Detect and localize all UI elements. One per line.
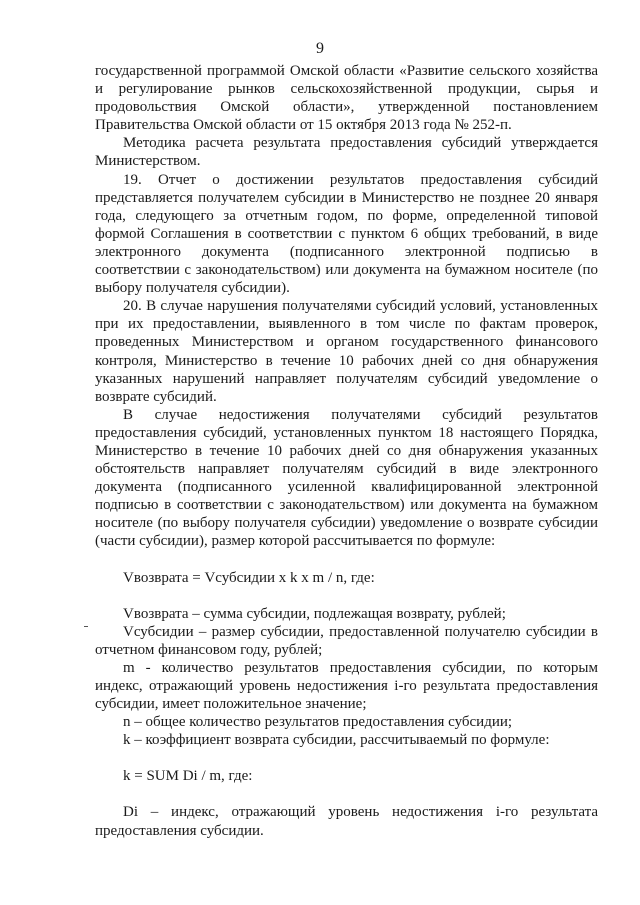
document-body — [95, 62, 598, 840]
definition-v-subsidy: Vсубсидии – размер субсидии, предоставленной получателю субсидии в отчетном финансовом году, рублей; — [95, 623, 598, 658]
paragraph-clause-20: 20. В случае нарушения получателями субсидий условий, установленных при их предоставлении, выявленного в том числе по фактам проверок, проведенных Министерством и органом государственного финансового контроля, Министерство в течение 10 рабочих дней со дня обнаружения указанных нарушений направляет получателям субсидий уведомление о возврате субсидий. — [95, 298, 598, 405]
definition-m: m - количество результатов предоставления субсидии, по которым индекс, отражающий уровень недостижения i-го результата предоставления субсидии, имеет положительное значение; — [95, 659, 598, 713]
definition-n: n – общее количество результатов предоставления субсидии; — [123, 714, 513, 731]
formula-coefficient-k: k = SUM Di / m, где: — [123, 768, 253, 785]
page-number: 9 — [316, 40, 324, 57]
definition-k: k – коэффициент возврата субсидии, рассчитываемый по формуле: — [123, 732, 550, 749]
margin-mark — [84, 626, 88, 627]
paragraph-methodology: Методика расчета результата предоставления субсидий утверждается Министерством. — [95, 135, 598, 170]
definition-v-return: Vвозврата – сумма субсидии, подлежащая возврату, рублей; — [123, 605, 506, 622]
definition-di: Di – индекс, отражающий уровень недостижения i-го результата предоставления субсидии. — [95, 804, 598, 839]
paragraph-non-achievement: В случае недостижения получателями субсидий результатов предоставления субсидий, установленных пунктом 18 настоящего Порядка, Министерство в течение 10 рабочих дней со дня обнаружения указанных обстоятельств направляет получателям субсидий в виде электронного документа (подписанного усиленной квалифицированной электронной подписью в соответствии с законодательством) или документа на бумажном носителе (по выбору получателя субсидии) уведомление о возврате субсидии (части субсидии), размер которой рассчитывается по формуле: — [95, 406, 598, 550]
paragraph-clause-19: 19. Отчет о достижении результатов предоставления субсидий представляется получателем субсидии в Министерство не позднее 20 января года, следующего за отчетным годом, по форме, определенной типовой формой Соглашения в соответствии с пунктом 6 общих требований, в виде электронного документа (подписанного электронной подписью в соответствии с законодательством) или документа на бумажном носителе (по выбору получателя субсидии). — [95, 171, 598, 297]
formula-return-amount: Vвозврата = Vсубсидии x k x m / n, где: — [123, 569, 375, 586]
paragraph-program-reference: государственной программой Омской области «Развитие сельского хозяйства и регулирование рынков сельскохозяйственной продукции, сырья и продовольствия Омской области», утвержденной постановлением Правительства Омской области от 15 октября 2013 года № 252-п. — [95, 63, 598, 134]
